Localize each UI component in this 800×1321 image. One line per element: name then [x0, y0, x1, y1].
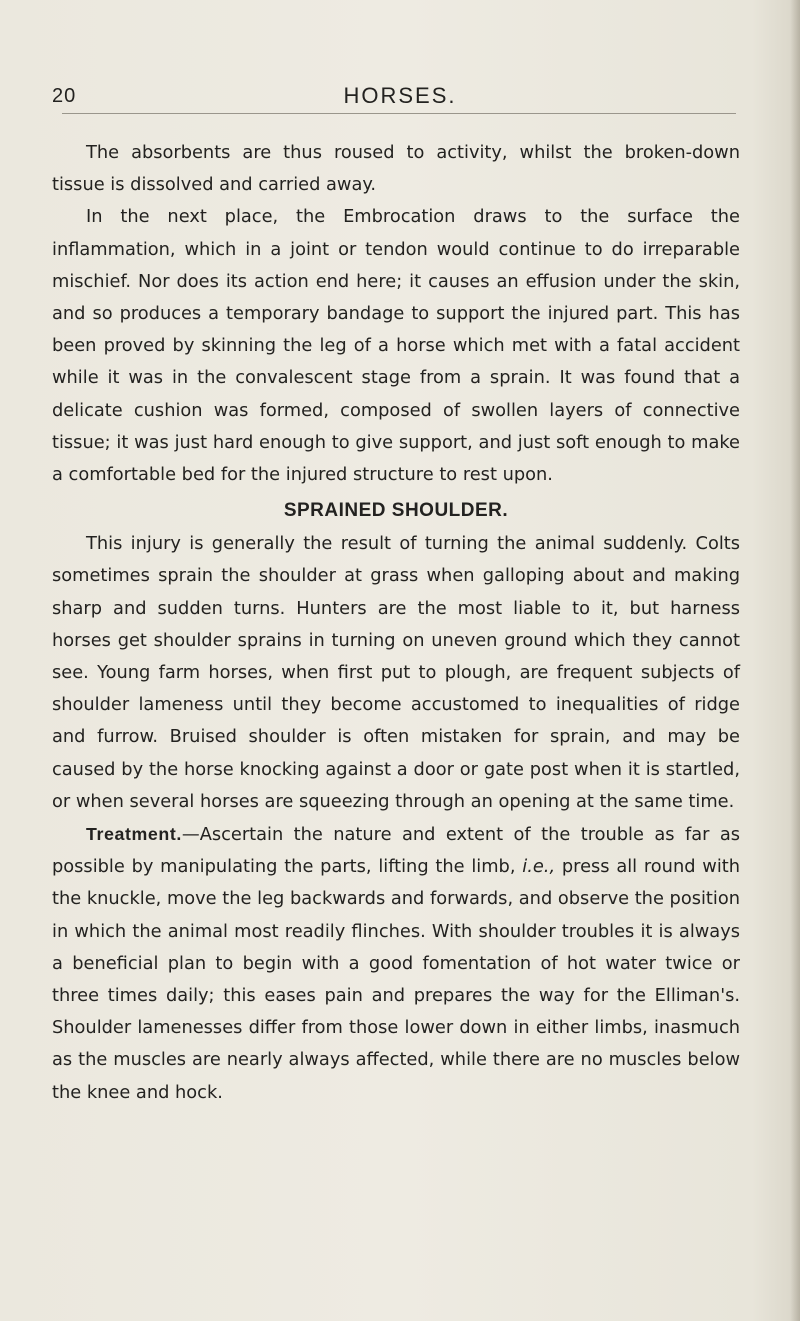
treatment-run-in: Treatment. — [86, 824, 182, 845]
page-number: 20 — [52, 85, 77, 107]
page-edge-shadow — [790, 0, 800, 1321]
paragraph-embrocation: In the next place, the Embrocation draws to the surface the inflammation, which in a joint or tendon would continue to do irreparable mischief. Nor does its action end here; it causes an effusion under the skin, and so produces a temporary bandage to support the injured part. This has been proved by skinning the leg of a horse which met with a fatal accident while it was in the convalescent stage from a sprain. It was found that a delicate cushion was formed, composed of swollen layers of connective tissue; it was just hard enough to give support, and just soft enough to make a comfortable bed for the injured structure to rest upon. — [52, 206, 740, 486]
treatment-ie: i.e., — [522, 856, 556, 878]
running-head: HORSES. — [343, 83, 457, 108]
treatment-text-b: press all round with the knuckle, move the leg backwards and forwards, and observe the position in which the animal most readily flinches. With shoulder troubles it is always a beneficial plan to begin with a good fomentation of hot water twice or three times daily; this eases pain and prepares the way for the Elliman's. Shoulder lamenesses differ from those lower down in either limbs, inasmuch as the muscles are nearly always affected, while there are no muscles below the knee and hock. — [52, 856, 741, 1103]
treatment-text-a: —Ascertain the nature and extent of the trouble as far as possible by manipulating the parts, lifting the limb, — [52, 824, 740, 878]
paragraph-absorbents: The absorbents are thus roused to activity, whilst the broken-down tissue is dissolved and carried away. — [52, 142, 740, 196]
header-rule — [62, 113, 736, 114]
paragraph-injury: This injury is generally the result of turning the animal suddenly. Colts sometimes sprain the shoulder at grass when galloping about and making sharp and sudden turns. Hunters are the most liable to it, but harness horses get shoulder sprains in turning on uneven ground which they cannot see. Young farm horses, when first put to plough, are frequent subjects of shoulder lameness until they become accustomed to inequalities of ridge and furrow. Bruised shoulder is often mistaken for sprain, and may be caused by the horse knocking against a door or gate post when it is startled, or when several horses are squeezing through an opening at the same time. — [52, 533, 740, 812]
section-heading-sprained-shoulder: SPRAINED SHOULDER. — [283, 500, 509, 522]
paragraph-treatment — [52, 818, 740, 1109]
body-text — [52, 137, 740, 1109]
page-header — [0, 80, 800, 112]
